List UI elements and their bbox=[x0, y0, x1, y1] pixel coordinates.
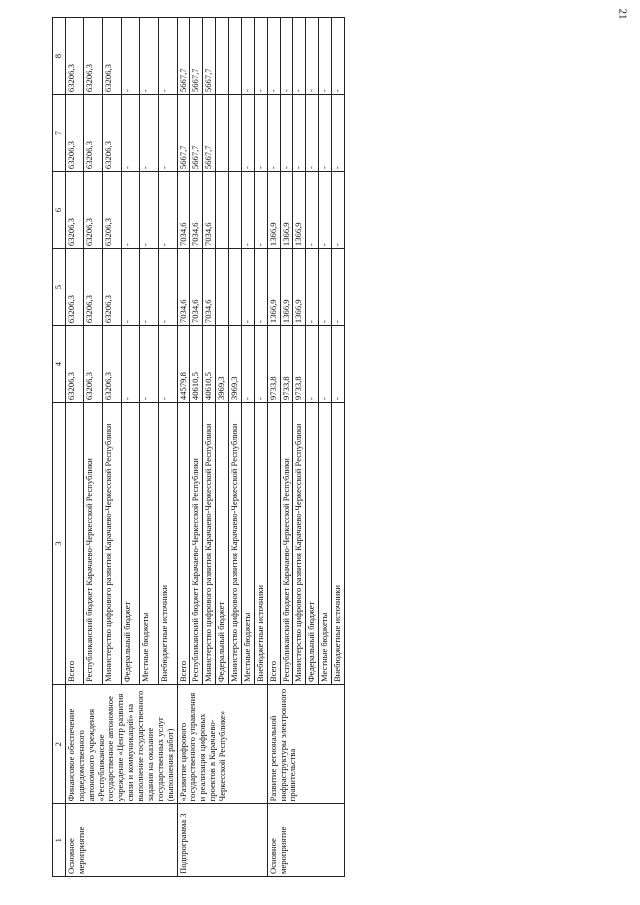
amount-cell: 3969,3 bbox=[229, 326, 242, 403]
event-name-cell: «Развитие цифрового государственного управления и реализация цифровых проектов в Карачаево-Черкесской Республике» bbox=[177, 685, 267, 804]
funding-source-cell: Местные бюджеты bbox=[319, 403, 332, 685]
funding-source-cell: Всего bbox=[65, 403, 84, 685]
amount-cell: 1366,9 bbox=[293, 172, 306, 249]
rotated-page-content bbox=[52, 17, 612, 877]
amount-cell: 63206,3 bbox=[84, 172, 103, 249]
amount-cell: - bbox=[140, 95, 159, 172]
amount-cell: 63206,3 bbox=[103, 172, 122, 249]
amount-cell: - bbox=[319, 172, 332, 249]
amount-cell bbox=[216, 95, 229, 172]
amount-cell: 1366,9 bbox=[267, 249, 280, 326]
amount-cell: 7034,6 bbox=[203, 249, 216, 326]
amount-cell: 1366,9 bbox=[293, 249, 306, 326]
amount-cell: 63206,3 bbox=[65, 95, 84, 172]
amount-cell: - bbox=[306, 172, 319, 249]
amount-cell: 5667,7 bbox=[190, 18, 203, 95]
event-type-cell: Подпрограмма 3 bbox=[177, 804, 267, 877]
amount-cell: 40610,5 bbox=[190, 326, 203, 403]
amount-cell: - bbox=[306, 249, 319, 326]
amount-cell: - bbox=[158, 249, 177, 326]
amount-cell: 63206,3 bbox=[65, 18, 84, 95]
amount-cell: 1366,9 bbox=[280, 172, 293, 249]
funding-source-cell: Республиканский бюджет Карачаево-Черкесской Республики bbox=[190, 403, 203, 685]
amount-cell: 63206,3 bbox=[84, 18, 103, 95]
funding-source-cell: Федеральный бюджет bbox=[216, 403, 229, 685]
header-cell: 2 bbox=[53, 685, 66, 804]
header-cell: 3 bbox=[53, 403, 66, 685]
amount-cell: - bbox=[121, 95, 140, 172]
funding-source-cell: Внебюджетные источники bbox=[254, 403, 267, 685]
amount-cell: - bbox=[121, 172, 140, 249]
amount-cell: 1366,9 bbox=[280, 249, 293, 326]
page-number: 21 bbox=[616, 8, 629, 20]
amount-cell bbox=[229, 249, 242, 326]
funding-source-cell: Местные бюджеты bbox=[241, 403, 254, 685]
amount-cell bbox=[216, 18, 229, 95]
funding-source-cell: Внебюджетные источники bbox=[158, 403, 177, 685]
amount-cell: 63206,3 bbox=[103, 326, 122, 403]
amount-cell: - bbox=[140, 249, 159, 326]
amount-cell: - bbox=[332, 249, 345, 326]
amount-cell: 40610,5 bbox=[203, 326, 216, 403]
header-cell: 5 bbox=[53, 249, 66, 326]
amount-cell: - bbox=[158, 326, 177, 403]
amount-cell: 5667,7 bbox=[190, 95, 203, 172]
amount-cell: 9733,8 bbox=[280, 326, 293, 403]
header-cell: 7 bbox=[53, 95, 66, 172]
header-cell: 8 bbox=[53, 18, 66, 95]
funding-source-cell: Министерство цифрового развития Карачаево-Черкесской Республики bbox=[203, 403, 216, 685]
funding-source-cell: Федеральный бюджет bbox=[306, 403, 319, 685]
funding-source-cell: Всего bbox=[267, 403, 280, 685]
amount-cell: - bbox=[158, 95, 177, 172]
amount-cell: - bbox=[140, 18, 159, 95]
amount-cell: - bbox=[241, 95, 254, 172]
funding-source-cell: Министерство цифрового развития Карачаево-Черкесской Республики bbox=[293, 403, 306, 685]
amount-cell: - bbox=[241, 326, 254, 403]
header-cell: 4 bbox=[53, 326, 66, 403]
amount-cell: - bbox=[306, 326, 319, 403]
amount-cell: - bbox=[121, 18, 140, 95]
amount-cell: 7034,6 bbox=[177, 172, 190, 249]
amount-cell: 9733,8 bbox=[267, 326, 280, 403]
amount-cell: - bbox=[121, 326, 140, 403]
amount-cell: 44579,8 bbox=[177, 326, 190, 403]
funding-source-cell: Федеральный бюджет bbox=[121, 403, 140, 685]
amount-cell: - bbox=[306, 18, 319, 95]
funding-source-cell: Министерство цифрового развития Карачаево-Черкесской Республики bbox=[229, 403, 242, 685]
amount-cell bbox=[229, 95, 242, 172]
funding-source-cell: Республиканский бюджет Карачаево-Черкесской Республики bbox=[280, 403, 293, 685]
amount-cell: 63206,3 bbox=[65, 326, 84, 403]
amount-cell: - bbox=[140, 172, 159, 249]
amount-cell: 7034,6 bbox=[203, 172, 216, 249]
amount-cell: 5667,7 bbox=[203, 18, 216, 95]
table-body bbox=[65, 18, 344, 877]
amount-cell: 5667,7 bbox=[177, 18, 190, 95]
event-name-cell: Развитие региональной инфраструктуры электронного правительства bbox=[267, 685, 344, 804]
amount-cell: 5667,7 bbox=[177, 95, 190, 172]
event-type-cell: Основное мероприятие bbox=[65, 804, 177, 877]
amount-cell: 63206,3 bbox=[84, 249, 103, 326]
amount-cell: - bbox=[332, 172, 345, 249]
funding-source-cell: Внебюджетные источники bbox=[332, 403, 345, 685]
amount-cell: - bbox=[254, 172, 267, 249]
amount-cell: 3969,3 bbox=[216, 326, 229, 403]
amount-cell: 63206,3 bbox=[65, 249, 84, 326]
amount-cell: 5667,7 bbox=[203, 95, 216, 172]
amount-cell: 63206,3 bbox=[65, 172, 84, 249]
amount-cell: 63206,3 bbox=[103, 249, 122, 326]
table-row bbox=[65, 18, 84, 877]
amount-cell: - bbox=[332, 95, 345, 172]
amount-cell bbox=[216, 172, 229, 249]
header-row bbox=[53, 18, 66, 877]
table-row bbox=[177, 18, 190, 877]
amount-cell: - bbox=[319, 249, 332, 326]
amount-cell: - bbox=[293, 18, 306, 95]
amount-cell: - bbox=[280, 95, 293, 172]
amount-cell: - bbox=[319, 18, 332, 95]
header-cell: 1 bbox=[53, 804, 66, 877]
amount-cell bbox=[229, 172, 242, 249]
funding-source-cell: Министерство цифрового развития Карачаево-Черкесской Республики bbox=[103, 403, 122, 685]
amount-cell: 63206,3 bbox=[103, 95, 122, 172]
amount-cell: 63206,3 bbox=[84, 95, 103, 172]
header-cell: 6 bbox=[53, 172, 66, 249]
amount-cell: - bbox=[332, 326, 345, 403]
amount-cell: - bbox=[121, 249, 140, 326]
amount-cell: 63206,3 bbox=[103, 18, 122, 95]
amount-cell: 9733,8 bbox=[293, 326, 306, 403]
amount-cell bbox=[229, 18, 242, 95]
amount-cell: - bbox=[306, 95, 319, 172]
amount-cell: - bbox=[293, 95, 306, 172]
funding-source-cell: Всего bbox=[177, 403, 190, 685]
amount-cell: - bbox=[332, 18, 345, 95]
amount-cell: - bbox=[241, 249, 254, 326]
amount-cell: 7034,6 bbox=[190, 172, 203, 249]
table-row bbox=[267, 18, 280, 877]
amount-cell: - bbox=[267, 18, 280, 95]
event-name-cell: Финансовое обеспечение подведомственного автономного учреждения «Республиканское государственное автономное учреждение «Центр развития связи и коммуникаций» на выполнение государственного задания на оказание государственных услуг (выполнения работ) bbox=[65, 685, 177, 804]
amount-cell: 63206,3 bbox=[84, 326, 103, 403]
funding-source-cell: Местные бюджеты bbox=[140, 403, 159, 685]
amount-cell bbox=[216, 249, 229, 326]
amount-cell: - bbox=[254, 249, 267, 326]
amount-cell: - bbox=[280, 18, 293, 95]
amount-cell: - bbox=[254, 326, 267, 403]
amount-cell: - bbox=[158, 18, 177, 95]
funding-source-cell: Республиканский бюджет Карачаево-Черкесской Республики bbox=[84, 403, 103, 685]
amount-cell: - bbox=[140, 326, 159, 403]
amount-cell: 1366,9 bbox=[267, 172, 280, 249]
amount-cell: - bbox=[241, 172, 254, 249]
amount-cell: - bbox=[319, 95, 332, 172]
amount-cell: - bbox=[267, 95, 280, 172]
amount-cell: - bbox=[319, 326, 332, 403]
amount-cell: - bbox=[254, 18, 267, 95]
amount-cell: - bbox=[158, 172, 177, 249]
amount-cell: 7034,6 bbox=[190, 249, 203, 326]
budget-table bbox=[52, 17, 345, 877]
event-type-cell: Основное мероприятие bbox=[267, 804, 344, 877]
amount-cell: 7034,6 bbox=[177, 249, 190, 326]
amount-cell: - bbox=[254, 95, 267, 172]
amount-cell: - bbox=[241, 18, 254, 95]
